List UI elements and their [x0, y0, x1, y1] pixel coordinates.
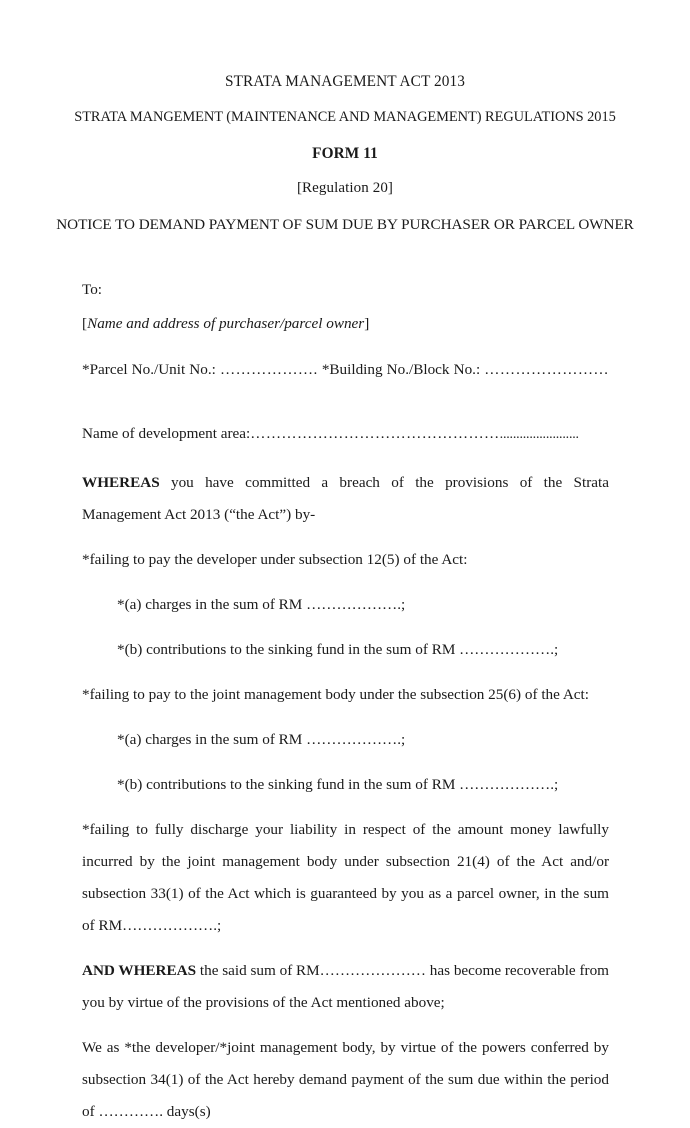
parcel-leader: ………………. — [219, 361, 318, 379]
breach-developer-line: *failing to pay the developer under subsection 12(5) of the Act: — [82, 551, 468, 569]
notice-title: NOTICE TO DEMAND PAYMENT OF SUM DUE BY PURCHASER OR PARCEL OWNER — [56, 216, 634, 233]
demand-paragraph: We as *the developer/*joint management body, by virtue of the powers conferred by subsection 34(1) of the Act hereby demand payment of the sum due within the period of …………. days(s) — [82, 1039, 609, 1121]
bracket-open: [ — [82, 315, 88, 333]
and-whereas-paragraph — [82, 955, 609, 1019]
jmb-item-b: *(b) contributions to the sinking fund in the sum of RM ……………….; — [117, 776, 559, 794]
breach-liability-paragraph: *failing to fully discharge your liability in respect of the amount money lawfully incurred by the joint management body under subsection 21(4) of the Act and/or subsection 33(1) of the Act which is guaranteed by you as a parcel owner, in the sum of RM……………….; — [82, 821, 609, 935]
regulations-title: STRATA MANGEMENT (MAINTENANCE AND MANAGEMENT) REGULATIONS 2015 — [74, 109, 616, 126]
building-leader: …………………… — [484, 361, 609, 379]
form-number: FORM 11 — [312, 144, 378, 162]
act-title: STRATA MANAGEMENT ACT 2013 — [224, 73, 466, 90]
building-label: *Building No./Block No.: — [321, 361, 481, 379]
bracket-close: ] — [364, 315, 370, 333]
development-area-line — [82, 418, 609, 451]
regulation-reference: [Regulation 20] — [296, 180, 394, 196]
addressee-placeholder — [82, 308, 609, 340]
addressee-placeholder-text: Name and address of purchaser/parcel owner — [87, 315, 365, 333]
developer-item-a: *(a) charges in the sum of RM ……………….; — [117, 596, 406, 614]
and-whereas-body: the said sum of RM………………… has become recoverable from you by virtue of the provisions of the Act mentioned above; — [82, 962, 609, 1012]
breach-jmb-line: *failing to pay to the joint management body under the subsection 25(6) of the Act: — [82, 686, 589, 704]
document-body — [82, 232, 609, 1128]
whereas-keyword: WHEREAS — [82, 474, 160, 492]
development-leader: ………………………………………… — [250, 425, 500, 443]
parcel-label: *Parcel No./Unit No.: — [82, 361, 216, 379]
development-leader-fine: ........................ — [499, 427, 579, 443]
jmb-item-a: *(a) charges in the sum of RM ……………….; — [117, 731, 406, 749]
developer-item-b: *(b) contributions to the sinking fund in the sum of RM ……………….; — [117, 641, 559, 659]
title-block — [0, 0, 690, 232]
parcel-identifier-line — [82, 354, 609, 418]
to-label: To: — [82, 281, 103, 299]
development-label: Name of development area: — [82, 425, 251, 443]
and-whereas-keyword: AND WHEREAS — [82, 962, 197, 980]
whereas-paragraph — [82, 467, 609, 531]
whereas-body: you have committed a breach of the provisions of the Strata Management Act 2013 (“the Act”) by- — [82, 474, 609, 524]
